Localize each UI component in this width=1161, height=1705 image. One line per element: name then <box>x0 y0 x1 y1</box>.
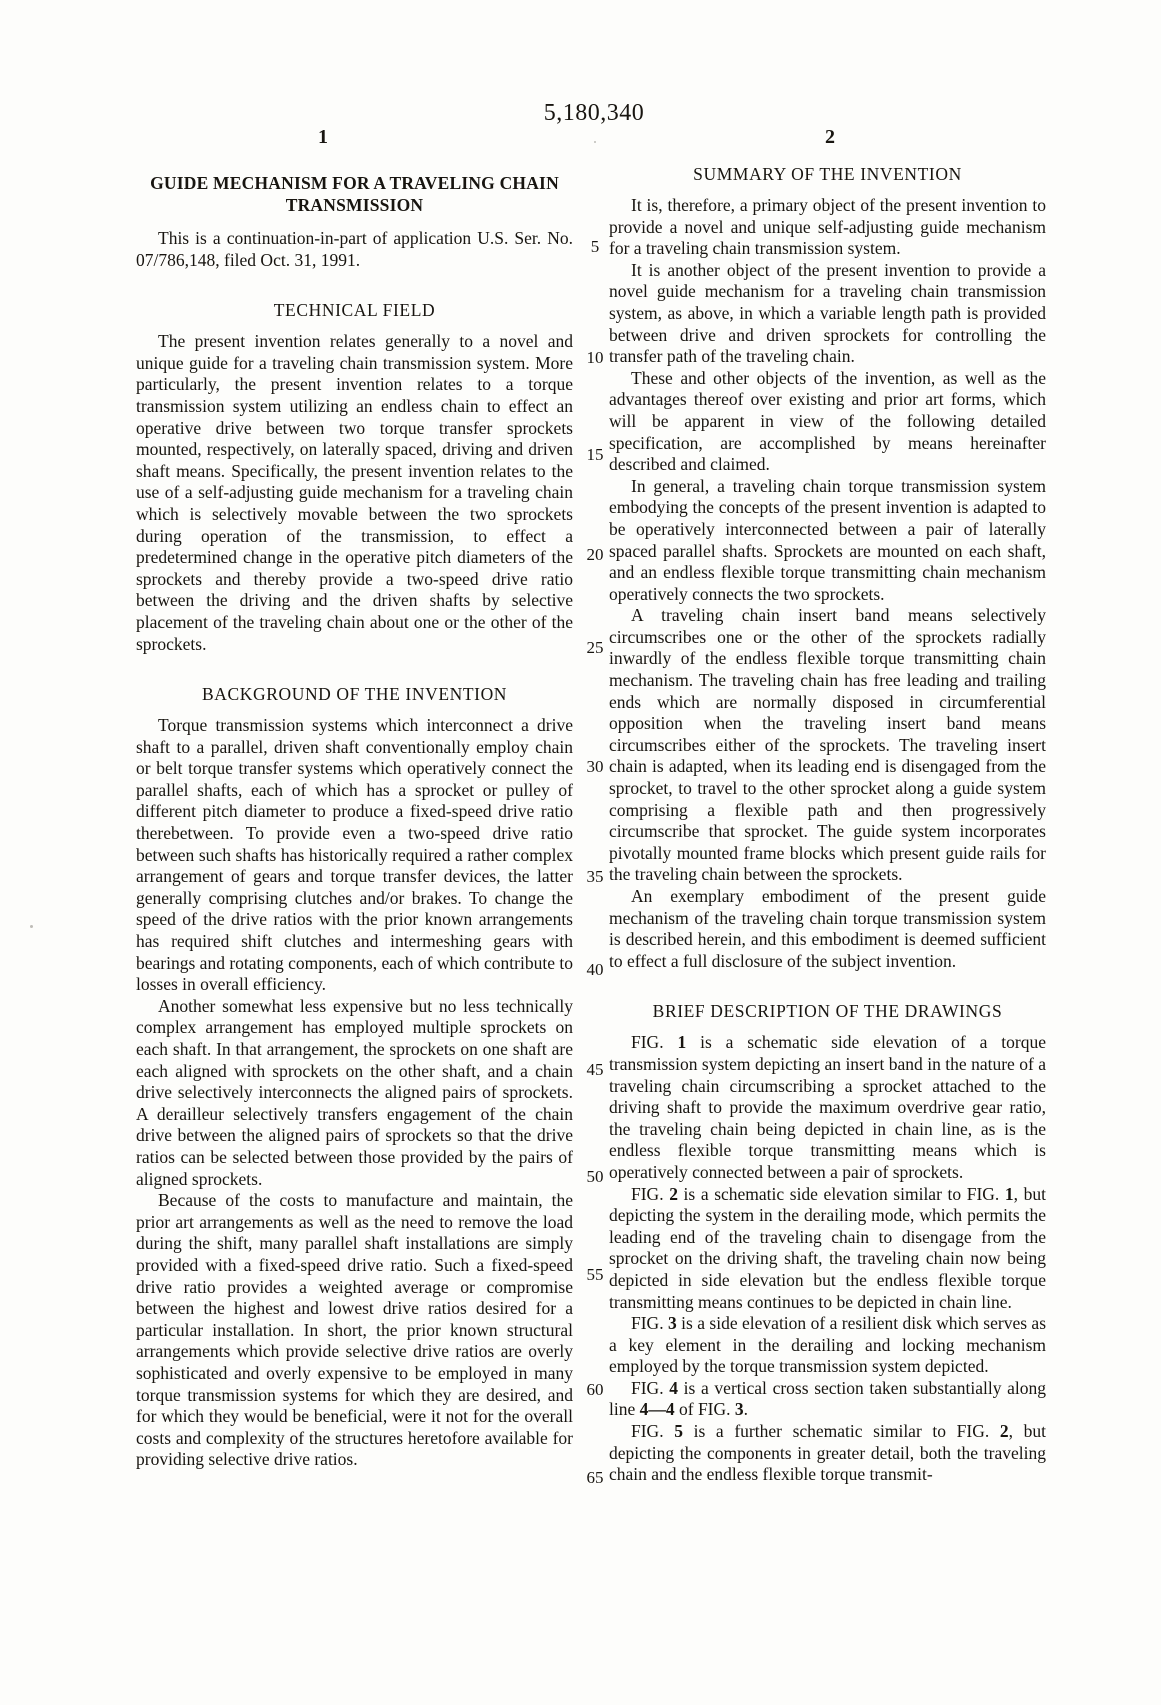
figure-description-paragraph: FIG. 5 is a further schematic similar to FIG. 2, but depicting the components in greater detail, both the traveling chain and the endless flexible torque transmit- <box>609 1421 1046 1485</box>
scan-speckle <box>30 925 33 928</box>
paragraph: Because of the costs to manufacture and maintain, the prior art arrangements as well as the need to remove the load during the shift, many parallel shaft installations are simply provided with a fixed-speed drive ratio. Such a fixed-speed drive ratio provides a weighted average or compromise between the highest and lowest drive ratios desired for a particular installation. In short, the prior known structural arrangements which provide selective drive ratios are overly sophisticated and overly expensive to be employed in many torque transmission systems for which they are desired, and for which they would be beneficial, were it not for the overall costs and complexity of the structures heretofore available for providing selective drive ratios. <box>136 1190 573 1470</box>
section-heading-summary: SUMMARY OF THE INVENTION <box>693 164 962 184</box>
paragraph: Another somewhat less expensive but no less technically complex arrangement has employed multiple sprockets on each shaft. In that arrangement, the sprockets on one shaft are each aligned with sprockets on the other shaft, and a chain drive selectively interconnects the aligned pairs of sprockets. A derailleur selectively transfers engagement of the chain drive between the aligned pairs of sprockets so that the drive ratios can be selected between those provided by the pairs of aligned sprockets. <box>136 995 573 1189</box>
line-number: 40 <box>586 960 604 979</box>
line-number: 15 <box>586 445 604 464</box>
paragraph: A traveling chain insert band means selectively circumscribes one or the other of the sprockets radially inwardly of the endless flexible torque transmitting chain mechanism. The traveling chain has free leading and trailing ends which are normally disposed in circumferential opposition when the traveling insert band means circumscribes either of the sprockets. The traveling insert chain is adapted, when its leading end is disengaged from the sprocket, to travel to the other sprocket along a guide system comprising a flexible path and then progressively circumscribe that sprocket. The guide system incorporates pivotally mounted frame blocks which present guide rails for the traveling chain between the sprockets. <box>609 605 1046 885</box>
paragraph: In general, a traveling chain torque transmission system embodying the concepts of the present invention is adapted to be operatively interconnected between a pair of laterally spaced parallel shafts. Sprockets are mounted on each shaft, and an endless flexible torque transmitting chain mechanism operatively connects the two sprockets. <box>609 475 1046 604</box>
paragraph: An exemplary embodiment of the present guide mechanism of the traveling chain torque transmission system is described herein, and this embodiment is deemed sufficient to effect a full disclosure of the subject invention. <box>609 886 1046 971</box>
figure-description-paragraph: FIG. 2 is a schematic side elevation similar to FIG. 1, but depicting the system in the derailing mode, which permits the leading end of the traveling chain to disengage from the sprocket on the driving shaft, the traveling chain now being depicted in side elevation but the endless flexible torque transmitting means continues to be depicted in chain line. <box>609 1183 1046 1312</box>
line-number: 25 <box>586 638 604 657</box>
line-number: 30 <box>586 757 604 776</box>
figure-description-paragraph: FIG. 3 is a side elevation of a resilient disk which serves as a key element in the derailing and locking mechanism employed by the torque transmission system depicted. <box>609 1313 1047 1377</box>
section-heading-background: BACKGROUND OF THE INVENTION <box>201 684 508 705</box>
patent-number: 5,180,340 <box>543 100 645 126</box>
line-number: 65 <box>586 1468 604 1487</box>
line-number: 50 <box>586 1167 604 1186</box>
left-column <box>136 172 573 1471</box>
line-number: 5 <box>590 237 600 256</box>
column-number-left: 1 <box>318 126 328 148</box>
column-number-right: 2 <box>825 126 835 148</box>
figure-description-paragraph: FIG. 4 is a vertical cross section taken substantially along line 4—4 of FIG. 3. <box>609 1377 1047 1420</box>
figure-description-paragraph: FIG. 1 is a schematic side elevation of a torque transmission system depicting an insert band in the nature of a traveling chain circumscribing a sprocket attached to the driving shaft to provide the maximum overdrive gear ratio, the traveling chain being depicted in chain line, as is the endless flexible torque transmitting means which is operatively connected between a pair of sprockets. <box>609 1032 1046 1182</box>
line-number: 55 <box>586 1265 604 1284</box>
paragraph: It is, therefore, a primary object of the present invention to provide a novel and unique self-adjusting guide mechanism for a traveling chain transmission system. <box>609 195 1046 259</box>
section-heading-technical-field: TECHNICAL FIELD <box>273 300 436 321</box>
continuation-note: This is a continuation-in-part of application U.S. Ser. No. 07/786,148, filed Oct. 31, 1991. <box>136 228 573 270</box>
line-number: 60 <box>586 1380 604 1399</box>
paragraph: It is another object of the present invention to provide a novel guide mechanism for a traveling chain transmission system, as above, in which a variable length path is provided between drive and driven sprockets for controlling the transfer path of the traveling chain. <box>609 259 1046 367</box>
line-number: 35 <box>586 867 604 886</box>
section-heading-brief-description: BRIEF DESCRIPTION OF THE DRAWINGS <box>652 1001 1003 1022</box>
scan-speckle <box>594 141 596 143</box>
line-number: 10 <box>586 348 604 367</box>
paragraph: Torque transmission systems which interconnect a drive shaft to a parallel, driven shaft conventionally employ chain or belt torque transfer systems which operatively connect the parallel shafts, each of which has a sprocket or pulley of different pitch diameter to produce a fixed-speed drive ratio therebetween. To provide even a two-speed drive ratio between such shafts has historically required a rather complex arrangement of gears and torque transfer devices, the latter generally comprising clutches and/or brakes. To change the speed of the drive ratios with the prior known arrangements has required shift clutches and intermeshing gears with bearings and rotating components, each of which contribute to losses in overall efficiency. <box>136 715 573 995</box>
invention-title: GUIDE MECHANISM FOR A TRAVELING CHAIN TRANSMISSION <box>150 173 559 215</box>
right-column <box>609 163 1046 1486</box>
paragraph: These and other objects of the invention, as well as the advantages thereof over existing and prior art forms, which will be apparent in view of the following detailed specification, are accomplished by means hereinafter described and claimed. <box>609 367 1046 475</box>
line-number: 20 <box>586 545 604 564</box>
paragraph: The present invention relates generally to a novel and unique guide for a traveling chain transmission system. More particularly, the present invention relates to a torque transmission system utilizing an endless chain to effect an operative drive between two torque transfer sprockets mounted, respectively, on laterally spaced, driving and driven shaft means. Specifically, the present invention relates to the use of a self-adjusting guide mechanism for a traveling chain which is selectively movable between the two sprockets during operation of the transmission, to effect a predetermined change in the operative pitch diameters of the sprockets and thereby provide a two-speed drive ratio between the driving and the driven shafts by selective placement of the traveling chain about one or the other of the sprockets. <box>136 331 573 654</box>
line-number: 45 <box>586 1060 604 1079</box>
